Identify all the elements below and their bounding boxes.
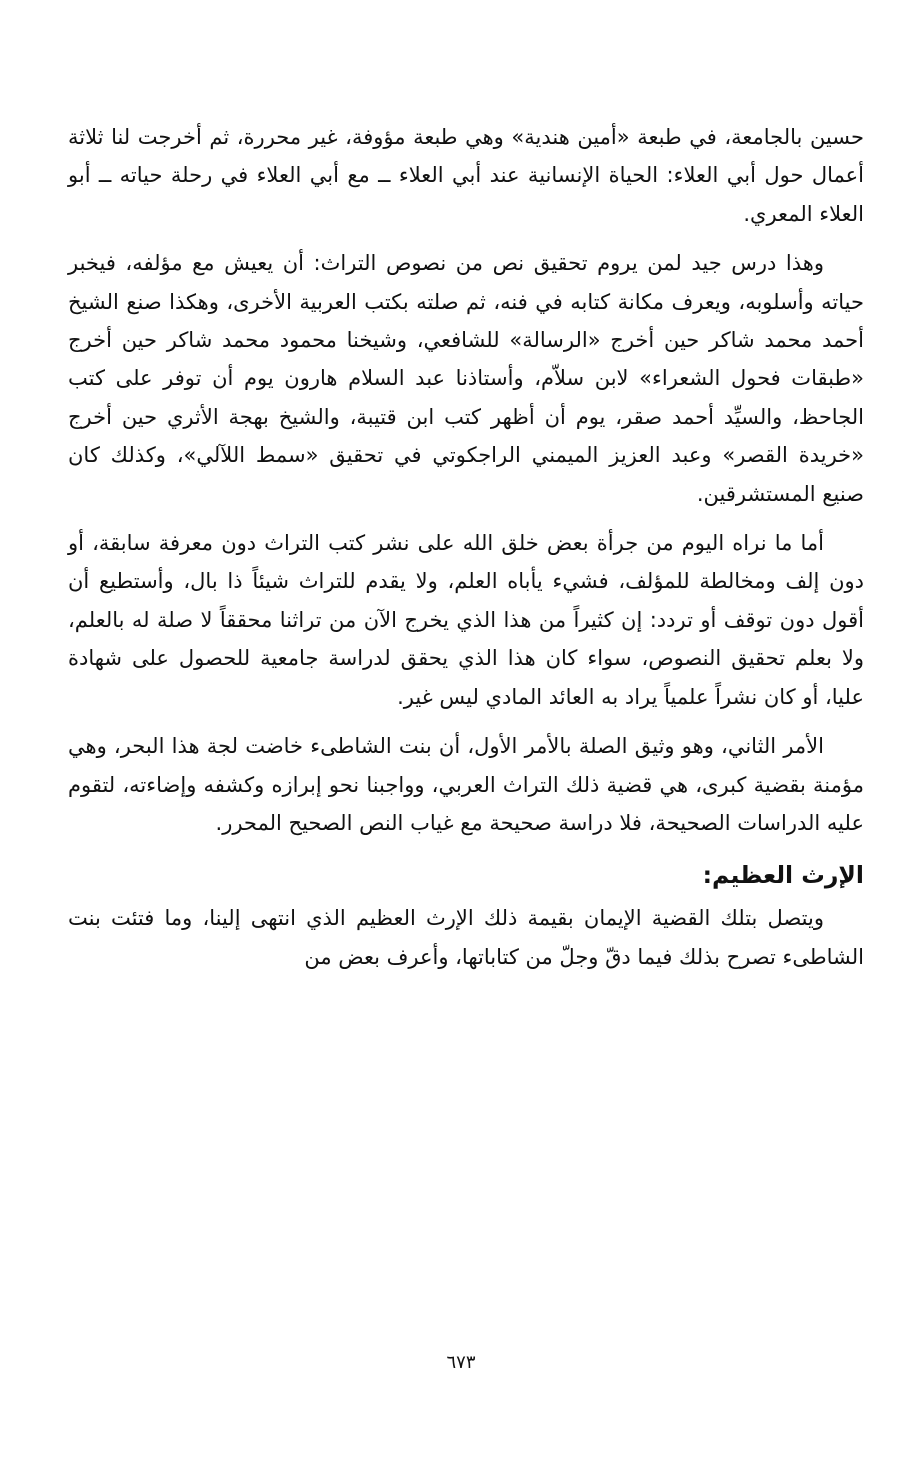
paragraph-4: الأمر الثاني، وهو وثيق الصلة بالأمر الأول، أن بنت الشاطىء خاضت لجة هذا البحر، وهي مؤمنة بقضية كبرى، هي قضية ذلك التراث العربي، وواجبنا نحو إبرازه وكشفه وإضاءته، لتقوم عليه الدراسات الصحيحة، فلا دراسة صحيحة مع غياب النص الصحيح المحرر. <box>68 734 864 835</box>
paragraph-1: حسين بالجامعة، في طبعة «أمين هندية» وهي طبعة مؤوفة، غير محررة، ثم أخرجت لنا ثلاثة أعمال حول أبي العلاء: الحياة الإنسانية عند أبي العلاء ــ مع أبي العلاء في رحلة حياته ــ أبو العلاء المعري. <box>68 125 864 226</box>
page-number: ٦٧٣ <box>446 1352 476 1373</box>
paragraph-3: أما ما نراه اليوم من جرأة بعض خلق الله على نشر كتب التراث دون معرفة سابقة، أو دون إلف ومخالطة للمؤلف، فشيء يأباه العلم، ولا يقدم للتراث شيئاً ذا بال، وأستطيع أن أقول دون توقف أو تردد: إن كثيراً من هذا الذي يخرج الآن من تراثنا محققاً لا صلة له بالعلم، ولا بعلم تحقيق النصوص، سواء كان هذا الذي يحقق لدراسة جامعية للحصول على شهادة عليا، أو كان نشراً علمياً يراد به العائد المادي ليس غير. <box>68 531 864 709</box>
section-heading: الإرث العظيم: <box>702 861 864 890</box>
paragraph-2: وهذا درس جيد لمن يروم تحقيق نص من نصوص التراث: أن يعيش مع مؤلفه، فيخبر حياته وأسلوبه، ويعرف مكانة كتابه في فنه، ثم صلته بكتب العربية الأخرى، وهكذا صنع الشيخ أحمد محمد شاكر حين أخرج «الرسالة» للشافعي، وشيخنا محمود محمد شاكر حين أخرج «طبقات فحول الشعراء» لابن سلاّم، وأستاذنا عبد السلام هارون يوم أن توفر على كتب الجاحظ، والسيِّد أحمد صقر، يوم أن أظهر كتب ابن قتيبة، والشيخ بهجة الأثري حين أخرج «خريدة القصر» وعبد العزيز الميمني الراجكوتي في تحقيق «سمط اللآلي»، وكذلك كان صنيع المستشرقين. <box>68 251 864 506</box>
paragraph-5: ويتصل بتلك القضية الإيمان بقيمة ذلك الإرث العظيم الذي انتهى إلينا، وما فتئت بنت الشاطىء تصرح بذلك فيما دقّ وجلّ من كتاباتها، وأعرف بعض من <box>68 906 864 969</box>
page-body <box>68 118 864 976</box>
